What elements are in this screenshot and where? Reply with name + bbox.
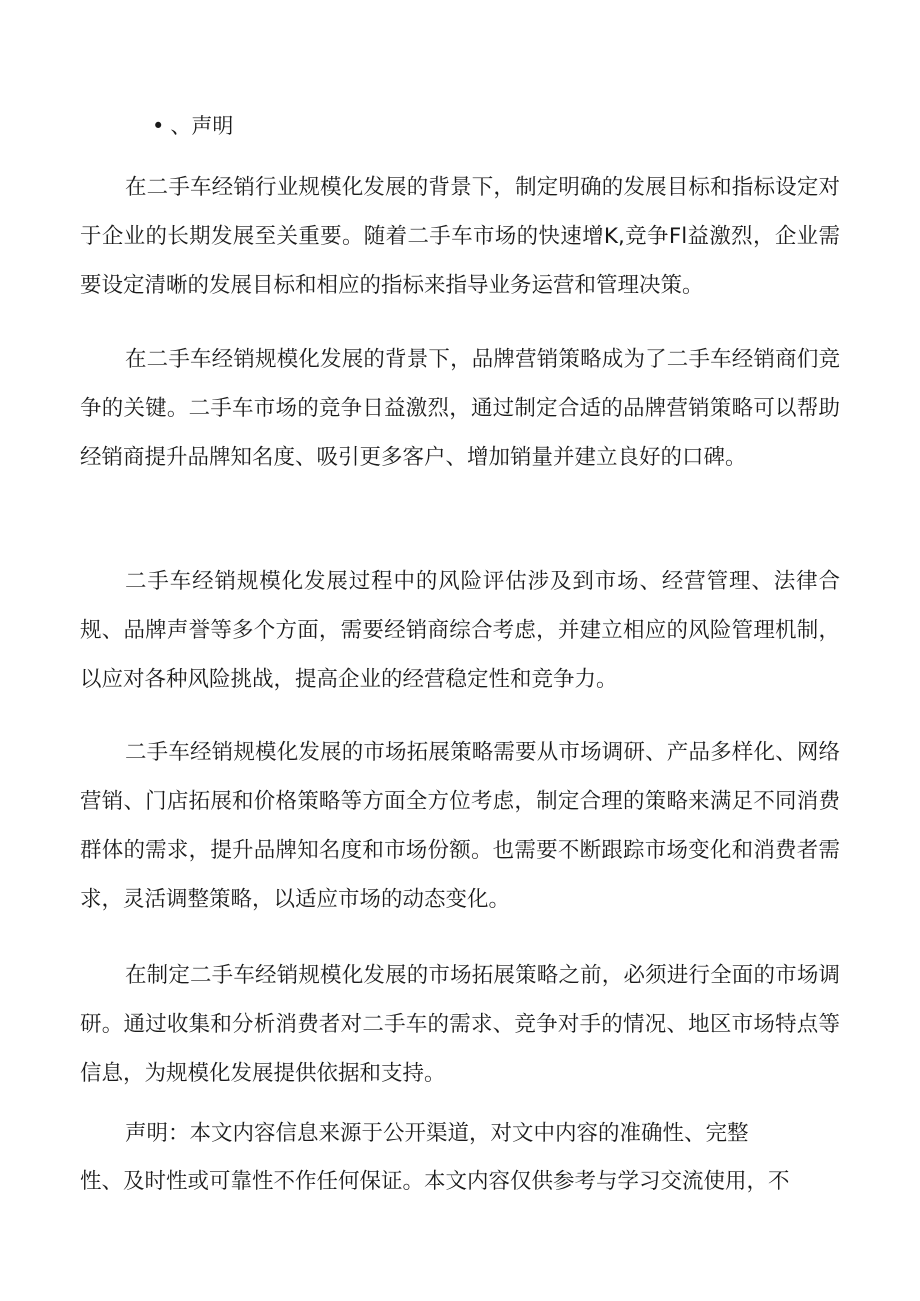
bullet-icon: • (152, 114, 165, 138)
paragraph-market-expansion: 二手车经销规模化发展的市场拓展策略需要从市场调研、产品多样化、网络营销、门店拓展和价格策略等方面全方位考虑，制定合理的策略来满足不同消费群体的需求，提升品牌知名度和市场份额。也需要不断跟踪市场变化和消费者需求，灵活调整策略，以适应市场的动态变化。 (80, 740, 840, 912)
section-heading (152, 111, 233, 141)
disclaimer-paragraph (80, 1110, 840, 1206)
paragraph-brand-marketing: 在二手车经销规模化发展的背景下，品牌营销策略成为了二手车经销商们竞争的关键。二手车市场的竞争日益激烈，通过制定合适的品牌营销策略可以帮助经销商提升品牌知名度、吸引更多客户、增加销量并建立良好的口碑。 (80, 347, 840, 470)
section-title: 、声明 (170, 114, 234, 138)
disclaimer-line-1: 声明：本文内容信息来源于公开渠道，对文中内容的准确性、完整 (125, 1121, 749, 1146)
paragraph-risk-assessment: 二手车经销规模化发展过程中的风险评估涉及到市场、经营管理、法律合规、品牌声誉等多个方面，需要经销商综合考虑，并建立相应的风险管理机制，以应对各种风险挑战，提高企业的经营稳定性和竞争力。 (80, 569, 840, 692)
paragraph-development-goals: 在二手车经销行业规模化发展的背景下，制定明确的发展目标和指标设定对于企业的长期发展至关重要。随着二手车市场的快速增K,竞争Fl益激烈，企业需要设定清晰的发展目标和相应的指标来指导业务运营和管理决策。 (80, 175, 840, 298)
disclaimer-line-2: 性、及时性或可靠性不作任何保证。本文内容仅供参考与学习交流使用，不 (80, 1169, 790, 1194)
paragraph-market-research: 在制定二手车经销规模化发展的市场拓展策略之前，必须进行全面的市场调研。通过收集和分析消费者对二手车的需求、竞争对手的情况、地区市场特点等信息，为规模化发展提供依据和支持。 (80, 963, 840, 1086)
